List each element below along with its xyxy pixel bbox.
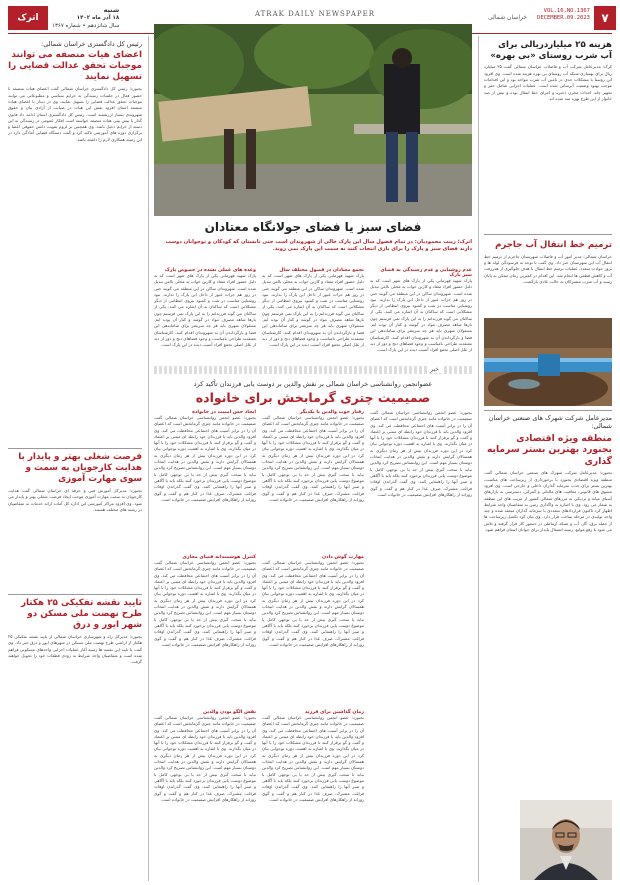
column-divider xyxy=(148,36,149,881)
body-column xyxy=(262,410,364,880)
body-column xyxy=(154,410,256,880)
official-portrait-photo xyxy=(520,800,612,880)
subheading: مهارت گوش دادن xyxy=(322,555,364,560)
kicker: عضوانجمن روانشناسی خراسان شمالی بر نقش والدین بر دوست یابی فرزندان تأکید کرد xyxy=(193,380,433,388)
footer-label: خبر xyxy=(427,366,442,373)
section-separator xyxy=(154,366,472,374)
portrait-art xyxy=(520,800,612,880)
story-family xyxy=(154,380,472,406)
kicker: رئیس کل دادگستری خراسان شمالی: xyxy=(41,40,142,48)
story-body: بجنورد؛ عضو انجمن روانشناسی خراسان شمالی گفت صمیمیت در خانواده مانند چتری گرمابخش است که اعضای آن را در برابر آسیب های اجتماعی محافظت می کند. وی افزود والدین باید با فرزندان خود رابطه ای مبتنی بر اعتماد و گفت و گو برقرار کنند تا فرزندان مشکلات خود را با آنها در میان بگذارند. وی با اشاره به اهمیت دوره نوجوانی بیان کرد در این دوره فرزندان بیش از هر زمان دیگری به همسالان گرایش دارند و نقش والدین در هدایت انتخاب دوستان بسیار مهم است. این روانشناس تصریح کرد والدین نباید با سخت گیری بیش از حد یا بی توجهی کامل با موضوع دوست یابی فرزندان برخورد کنند بلکه باید با آگاهی و صبر آنها را راهنمایی کنند. وی گفت گذراندن اوقات فراغت مشترک، صرف غذا در کنار هم و گفت و گوی روزانه از راهکارهای افزایش صمیمیت در خانواده است. xyxy=(370,410,472,497)
headline: فرصت شغلی بهتر و پایدار با هدایت کارجویان به سمت و سوی مهارت آموزی xyxy=(18,452,142,484)
story-body: بجنورد؛ عضو انجمن روانشناسی خراسان شمالی گفت صمیمیت در خانواده مانند چتری گرمابخش است که اعضای آن را در برابر آسیب های اجتماعی محافظت می کند. وی افزود والدین باید با فرزندان خود رابطه ای مبتنی بر اعتماد و گفت و گو برقرار کنند تا فرزندان مشکلات خود را با آنها در میان بگذارند. وی با اشاره به اهمیت دوره نوجوانی بیان کرد در این دوره فرزندان بیش از هر زمان دیگری به همسالان گرایش دارند و نقش والدین در هدایت انتخاب دوستان بسیار مهم است. این روانشناس تصریح کرد والدین نباید با سخت گیری بیش از حد یا بی توجهی کامل با موضوع دوست یابی فرزندان برخورد کنند بلکه باید با آگاهی و صبر آنها را راهنمایی کنند. وی گفت گذراندن اوقات فراغت مشترک، صرف غذا در کنار هم و گفت و گوی روزانه از راهکارهای افزایش صمیمیت در خانواده است. xyxy=(154,415,256,502)
story-economic-zone xyxy=(484,414,612,807)
story-body: پارک شهید قهرمانی یکی از پارک های شهر است که به دلیل حضور افراد معتاد و کارتن خواب به محلی ناامن تبدیل شده است. شهروندان ساکن در این منطقه می گویند حتی در روز هم جرات عبور از داخل این پارک را ندارند. نبود روشنایی مناسب در شب و کمبود نیروی انتظامی از دیگر مشکلاتی است که ساکنان به آن اشاره می کنند. یکی از ساکنان می گوید فرزندانم را به این پارک نمی فرستم چون بارها شاهد مصرف مواد در گوشه و کنار آن بوده ایم. مسئولان شهری باید هر چه سریعتر برای ساماندهی این فضا و بازگرداندن آن به شهروندان اقدام کنند. کارشناسان معتقدند طراحی نامناسب و وجود فضاهای دنج و دور از دید از علل اصلی تجمع افراد آسیب دیده در این پارک است. xyxy=(370,278,472,353)
story-divider xyxy=(8,594,142,595)
story-body: بجنورد؛ رئیس کل دادگستری خراسان شمالی گفت اعضای هیات منصفه با حضور فعال در جلسات رسیدگی به جرایم سیاسی و مطبوعاتی می توانند موجبات تحقق عدالت قضایی را تسهیل نمایند. وی در دیدار با اعضای هیات منصفه استان افزود نقش این هیات در صیانت از آزادی بیان و حقوق شهروندی بسیار ارزشمند است. رئیس کل دادگستری استان ادامه داد قانون گذار با پیش بینی هیات منصفه خواسته است افکار عمومی در رسیدگی به این دسته از جرایم دخیل باشد. وی همچنین بر لزوم تقویت دانش حقوقی اعضا و برگزاری دوره های آموزشی تاکید کرد و گفت دستگاه قضایی آمادگی دارد در این زمینه همکاری لازم را داشته باشد. xyxy=(8,86,142,142)
body-column xyxy=(370,410,472,880)
headline: تایید نقشه تفکیکی ۲۵ هکتار طرح نهضت ملی مسکن دو شهر ایور و درق xyxy=(20,598,142,630)
body-column xyxy=(370,268,472,364)
subheading: زمان گذاشتن برای فرزند xyxy=(304,710,364,715)
story-water-bibahre xyxy=(484,40,612,216)
story-body: بجنورد؛ عضو انجمن روانشناسی خراسان شمالی گفت صمیمیت در خانواده مانند چتری گرمابخش است که اعضای آن را در برابر آسیب های اجتماعی محافظت می کند. وی افزود والدین باید با فرزندان خود رابطه ای مبتنی بر اعتماد و گفت و گو برقرار کنند تا فرزندان مشکلات خود را با آنها در میان بگذارند. وی با اشاره به اهمیت دوره نوجوانی بیان کرد در این دوره فرزندان بیش از هر زمان دیگری به همسالان گرایش دارند و نقش والدین در هدایت انتخاب دوستان بسیار مهم است. این روانشناس تصریح کرد والدین نباید با سخت گیری بیش از حد یا بی توجهی کامل با موضوع دوست یابی فرزندان برخورد کنند بلکه باید با آگاهی و صبر آنها را راهنمایی کنند. وی گفت گذراندن اوقات فراغت مشترک، صرف غذا در کنار هم و گفت و گوی روزانه از راهکارهای افزایش صمیمیت در خانواده است. xyxy=(154,560,256,647)
story-jury xyxy=(8,40,142,408)
weekday: شنبه xyxy=(103,6,120,14)
story-family-columns xyxy=(154,410,472,880)
header-dates xyxy=(52,6,119,30)
story-divider xyxy=(484,234,612,235)
column-divider xyxy=(478,36,479,881)
story-housing xyxy=(8,598,142,860)
headline: هزینه ۲۵ میلیاردریالی برای آب شرب روستای «بی بهره» xyxy=(490,40,612,61)
body-column xyxy=(154,268,256,364)
story-body: بجنورد؛ مدیرکل راه و شهرسازی خراسان شمالی از تایید نقشه تفکیکی ۲۵ هکتار از اراضی طرح نهضت ملی مسکن در شهرهای ایور و درق خبر داد. وی گفت با تایید این نقشه ها زمینه آغاز عملیات اجرایی واحدهای مسکونی فراهم شده است و متقاضیان واجد شرایط به زودی قطعات خود را تحویل خواهند گرفت. xyxy=(8,633,142,665)
header-left xyxy=(8,6,148,30)
pipe-repair-photo xyxy=(484,318,612,406)
subheading: ایجاد حس امنیت در خانواده xyxy=(192,410,256,415)
story-body: خراسان شمالی؛ مدیر امور آب و فاضلاب شهرستان جاجرم از ترمیم خط انتقال آب این شهرستان خبر داد. وی گفت با توجه به فرسودگی لوله ها و بروز حوادث متعدد، عملیات ترمیم خط انتقال با هدف جلوگیری از هدررفت آب و کاهش قطعی ها انجام شد. این اقدام در کمترین زمان ممکن به پایان رسید و آب شرب مشترکان به حالت عادی بازگشت. xyxy=(484,253,612,284)
date-fa: ۱۸ آذر ماه ۱۴۰۲ xyxy=(76,15,120,21)
story-body: بجنورد؛ عضو انجمن روانشناسی خراسان شمالی گفت صمیمیت در خانواده مانند چتری گرمابخش است که اعضای آن را در برابر آسیب های اجتماعی محافظت می کند. وی افزود والدین باید با فرزندان خود رابطه ای مبتنی بر اعتماد و گفت و گو برقرار کنند تا فرزندان مشکلات خود را با آنها در میان بگذارند. وی با اشاره به اهمیت دوره نوجوانی بیان کرد در این دوره فرزندان بیش از هر زمان دیگری به همسالان گرایش دارند و نقش والدین در هدایت انتخاب دوستان بسیار مهم است. این روانشناس تصریح کرد والدین نباید با سخت گیری بیش از حد یا بی توجهی کامل با موضوع دوست یابی فرزندان برخورد کنند بلکه باید با آگاهی و صبر آنها را راهنمایی کنند. وی گفت گذراندن اوقات فراغت مشترک، صرف غذا در کنار هم و گفت و گوی روزانه از راهکارهای افزایش صمیمیت در خانواده است. xyxy=(262,715,364,802)
story-park-columns xyxy=(154,268,472,364)
story-body: بجنورد؛ مدیرعامل شرکت شهرک های صنعتی خراسان شمالی گفت منطقه ویژه اقتصادی بجنورد با برخورداری از زیرساخت های مناسب، بهترین بستر برای جذب سرمایه گذاران داخلی و خارجی است. وی افزود مشوق های قانونی، معافیت های مالیاتی و گمرکی، دسترسی به بازارهای آسیای میانه و نزدیکی به مرزهای شمالی کشور از مزیت های این منطقه به شمار می رود. وی با اشاره به واگذاری زمین به متقاضیان واجد شرایط اظهار کرد تاکنون قراردادهای متعددی با سرمایه گذاران منعقد شده و چند واحد تولیدی در مرحله ساخت قرار دارد. وی بیان کرد تکمیل زیرساخت ها از جمله برق، گاز، آب و شبکه ارتباطی در دستور کار قرار گرفته و تلاش می شود با رفع موانع، زمینه اشتغال پایدار برای جوانان استان فراهم شود. xyxy=(484,470,612,533)
story-jajarm xyxy=(484,240,612,318)
subheading: کنترل هوشمندانه فضای مجازی xyxy=(182,555,256,560)
year-info: سال شانزدهم • شماره ۱۳۶۷ xyxy=(52,23,120,29)
headline: صمیمیت چتری گرمابخش برای خانواده xyxy=(195,390,431,406)
story-body: کرک؛ مدیرعامل شرکت آب و فاضلاب خراسان شمالی گفت ۲۵ میلیارد ریال برای بهسازی شبکه آب روستای بی بهره هزینه شده است. وی افزود این روستا با مشکلات جدی در تامین آب شرب مواجه بود و این اقدامات موجب بهبود وضعیت آبرسانی شده است. عملیات اجرایی شامل حفر و تجهیز چاه، احداث مخزن ذخیره و اجرای خط انتقال بوده و بیش از صد خانوار از این طرح بهره مند شده اند. xyxy=(484,64,612,101)
story-body: پارک شهید قهرمانی یکی از پارک های شهر است که به دلیل حضور افراد معتاد و کارتن خواب به محلی ناامن تبدیل شده است. شهروندان ساکن در این منطقه می گویند حتی در روز هم جرات عبور از داخل این پارک را ندارند. نبود روشنایی مناسب در شب و کمبود نیروی انتظامی از دیگر مشکلاتی است که ساکنان به آن اشاره می کنند. یکی از ساکنان می گوید فرزندانم را به این پارک نمی فرستم چون بارها شاهد مصرف مواد در گوشه و کنار آن بوده ایم. مسئولان شهری باید هر چه سریعتر برای ساماندهی این فضا و بازگرداندن آن به شهروندان اقدام کنند. کارشناسان معتقدند طراحی نامناسب و وجود فضاهای دنج و دور از دید از علل اصلی تجمع افراد آسیب دیده در این پارک است. xyxy=(154,273,256,348)
pipe-photo-art xyxy=(484,318,612,406)
page-number: ۷ xyxy=(594,6,616,30)
story-skills xyxy=(8,452,142,588)
story-body: بجنورد؛ عضو انجمن روانشناسی خراسان شمالی گفت صمیمیت در خانواده مانند چتری گرمابخش است که اعضای آن را در برابر آسیب های اجتماعی محافظت می کند. وی افزود والدین باید با فرزندان خود رابطه ای مبتنی بر اعتماد و گفت و گو برقرار کنند تا فرزندان مشکلات خود را با آنها در میان بگذارند. وی با اشاره به اهمیت دوره نوجوانی بیان کرد در این دوره فرزندان بیش از هر زمان دیگری به همسالان گرایش دارند و نقش والدین در هدایت انتخاب دوستان بسیار مهم است. این روانشناس تصریح کرد والدین نباید با سخت گیری بیش از حد یا بی توجهی کامل با موضوع دوست یابی فرزندان برخورد کنند بلکه باید با آگاهی و صبر آنها را راهنمایی کنند. وی گفت گذراندن اوقات فراغت مشترک، صرف غذا در کنار هم و گفت و گوی روزانه از راهکارهای افزایش صمیمیت در خانواده است. xyxy=(154,715,256,802)
subheading: نقش الگو بودن والدین xyxy=(203,710,256,715)
park-photo xyxy=(154,24,472,216)
story-body: پارک شهید قهرمانی یکی از پارک های شهر است که به دلیل حضور افراد معتاد و کارتن خواب به محلی ناامن تبدیل شده است. شهروندان ساکن در این منطقه می گویند حتی در روز هم جرات عبور از داخل این پارک را ندارند. نبود روشنایی مناسب در شب و کمبود نیروی انتظامی از دیگر مشکلاتی است که ساکنان به آن اشاره می کنند. یکی از ساکنان می گوید فرزندانم را به این پارک نمی فرستم چون بارها شاهد مصرف مواد در گوشه و کنار آن بوده ایم. مسئولان شهری باید هر چه سریعتر برای ساماندهی این فضا و بازگرداندن آن به شهروندان اقدام کنند. کارشناسان معتقدند طراحی نامناسب و وجود فضاهای دنج و دور از دید از علل اصلی تجمع افراد آسیب دیده در این پارک است. xyxy=(262,273,364,348)
date-en: DECEMBER.09.2023 xyxy=(537,15,590,21)
headline: ترمیم خط انتقال آب جاجرم xyxy=(495,240,612,250)
kicker: مدیرعامل شرکت شهرک های صنعتی خراسان شمالی: xyxy=(488,414,612,431)
story-body: بجنورد؛ مدیرکل آموزش فنی و حرفه ای خراسان شمالی گفت هدایت کارجویان به سمت مهارت آموزی موجب ایجاد فرصت شغلی بهتر و پایدار می شود. وی افزود مراکز آموزشی این اداره کل آماده ارائه خدمات به متقاضیان در رشته های مختلف هستند. xyxy=(8,487,142,512)
body-column xyxy=(262,268,364,364)
section-label: خراسان شمالی xyxy=(488,14,528,21)
masthead: ATRAK DAILY NEWSPAPER xyxy=(254,10,376,18)
subheading: عدم روشنایی و عدم رسیدگی به فضای سبز پارک xyxy=(380,268,472,278)
newspaper-logo: اترک xyxy=(8,6,48,30)
volume-info xyxy=(537,8,590,22)
volume: VOL.16,NO.1367 xyxy=(543,8,590,14)
story-lead: اترک؛ زینب محمودیان: در تمام فصول سال این پارک خالی از شهروندان است حتی تابستان که کودکان و نوجوانان دوست دارند فضای سبز و پارک را برای بازی انتخاب کنند نه سمت این پارک نمی روند. xyxy=(165,239,472,253)
story-park xyxy=(154,220,472,254)
headline: اعضای هیات منصفه می توانند موجبات تحقق عدالت قضایی را تسهیل نمایند xyxy=(8,50,142,83)
header-right xyxy=(488,6,616,30)
headline: فضای سبز یا فضای جولانگاه معتادان xyxy=(204,220,422,234)
story-divider xyxy=(8,448,142,449)
story-body: بجنورد؛ عضو انجمن روانشناسی خراسان شمالی گفت صمیمیت در خانواده مانند چتری گرمابخش است که اعضای آن را در برابر آسیب های اجتماعی محافظت می کند. وی افزود والدین باید با فرزندان خود رابطه ای مبتنی بر اعتماد و گفت و گو برقرار کنند تا فرزندان مشکلات خود را با آنها در میان بگذارند. وی با اشاره به اهمیت دوره نوجوانی بیان کرد در این دوره فرزندان بیش از هر زمان دیگری به همسالان گرایش دارند و نقش والدین در هدایت انتخاب دوستان بسیار مهم است. این روانشناس تصریح کرد والدین نباید با سخت گیری بیش از حد یا بی توجهی کامل با موضوع دوست یابی فرزندان برخورد کنند بلکه باید با آگاهی و صبر آنها را راهنمایی کنند. وی گفت گذراندن اوقات فراغت مشترک، صرف غذا در کنار هم و گفت و گوی روزانه از راهکارهای افزایش صمیمیت در خانواده است. xyxy=(262,560,364,647)
park-photo-art xyxy=(154,24,472,216)
headline: منطقه ویژه اقتصادی بجنورد بهترین بستر سرمایه گذاری xyxy=(486,432,612,467)
story-body: بجنورد؛ عضو انجمن روانشناسی خراسان شمالی گفت صمیمیت در خانواده مانند چتری گرمابخش است که اعضای آن را در برابر آسیب های اجتماعی محافظت می کند. وی افزود والدین باید با فرزندان خود رابطه ای مبتنی بر اعتماد و گفت و گو برقرار کنند تا فرزندان مشکلات خود را با آنها در میان بگذارند. وی با اشاره به اهمیت دوره نوجوانی بیان کرد در این دوره فرزندان بیش از هر زمان دیگری به همسالان گرایش دارند و نقش والدین در هدایت انتخاب دوستان بسیار مهم است. این روانشناس تصریح کرد والدین نباید با سخت گیری بیش از حد یا بی توجهی کامل با موضوع دوست یابی فرزندان برخورد کنند بلکه باید با آگاهی و صبر آنها را راهنمایی کنند. وی گفت گذراندن اوقات فراغت مشترک، صرف غذا در کنار هم و گفت و گوی روزانه از راهکارهای افزایش صمیمیت در خانواده است. xyxy=(262,415,364,502)
subheading: وعده های عملی نشده در خصوص پارک xyxy=(164,268,256,273)
subheading: تجمع معتادان در فصول مختلف سال xyxy=(279,268,364,273)
subheading: رفتار خوب والدین با یکدیگر xyxy=(299,410,364,415)
story-divider xyxy=(484,410,612,411)
